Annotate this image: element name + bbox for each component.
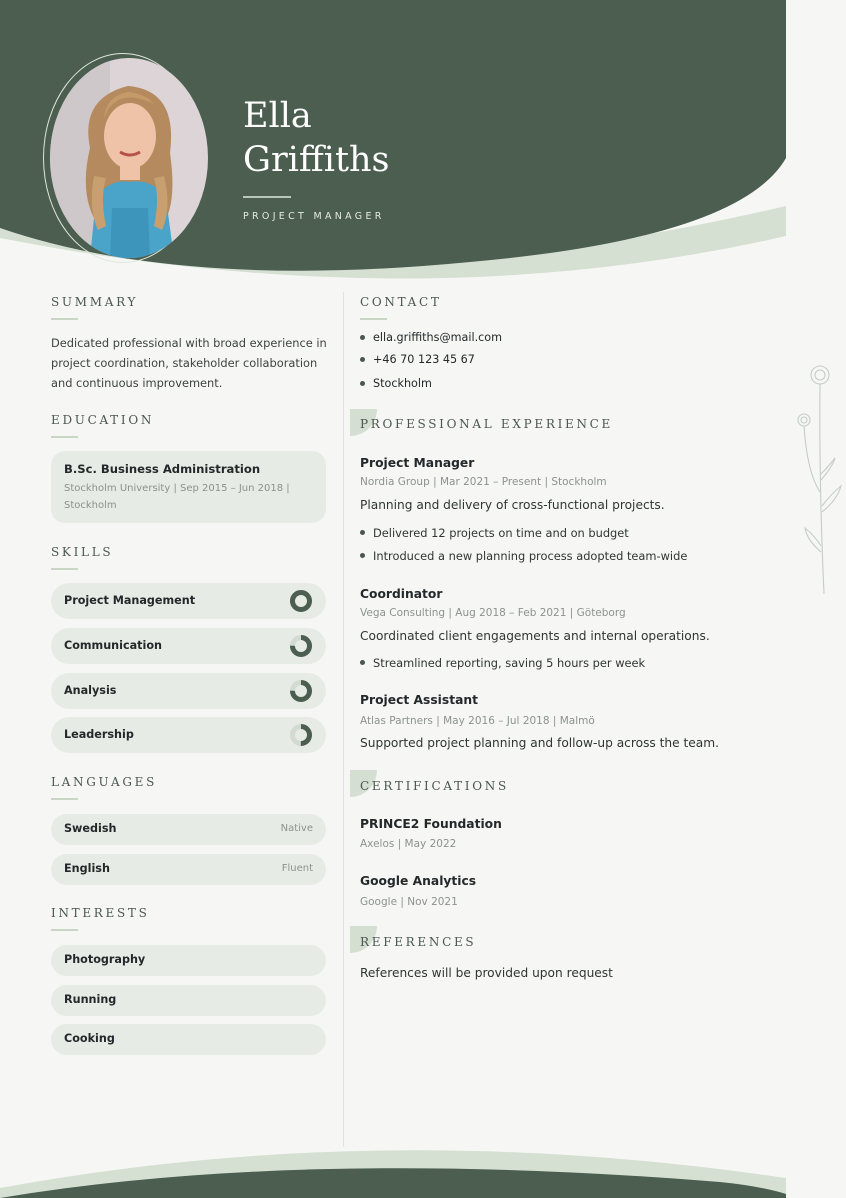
- interest-label: Cooking: [64, 1032, 115, 1045]
- interest-item: [51, 985, 326, 1016]
- interest-label: Running: [64, 993, 117, 1006]
- footer-background: [0, 1138, 786, 1198]
- first-name: Ella: [243, 96, 312, 136]
- languages-title: LANGUAGES: [51, 775, 157, 789]
- bullet-icon: [360, 530, 365, 535]
- job-description: Supported project planning and follow-up across the team.: [360, 736, 720, 750]
- interests-rule: [51, 929, 78, 931]
- language-item: [51, 814, 326, 845]
- job-achievement: [360, 656, 645, 670]
- language-item: [51, 854, 326, 885]
- job-role: PROJECT MANAGER: [243, 211, 385, 222]
- name-divider: [243, 196, 291, 198]
- skill-item: [51, 717, 326, 753]
- skill-item: [51, 673, 326, 709]
- experience-title: PROFESSIONAL EXPERIENCE: [360, 417, 614, 431]
- phone-text: +46 70 123 45 67: [373, 353, 475, 366]
- degree: B.Sc. Business Administration: [64, 462, 261, 476]
- summary-title: SUMMARY: [51, 295, 139, 309]
- bullet-icon: [360, 660, 365, 665]
- certification-meta: Google | Nov 2021: [360, 896, 458, 908]
- summary-text: Dedicated professional with broad experience in project coordination, stakeholder collaboration and continuous improvement.: [51, 336, 327, 390]
- achievement-text: Streamlined reporting, saving 5 hours per week: [373, 656, 646, 670]
- last-name: Griffiths: [243, 140, 390, 180]
- education-title: EDUCATION: [51, 413, 155, 427]
- skill-level-icon: [289, 589, 313, 613]
- job-meta: Vega Consulting | Aug 2018 – Feb 2021 | Göteborg: [360, 607, 626, 619]
- skill-label: Leadership: [64, 728, 134, 741]
- skill-label: Communication: [64, 639, 162, 652]
- skill-level-icon: [289, 723, 313, 747]
- language-label: English: [64, 862, 110, 875]
- skill-ring-fill: [293, 593, 310, 610]
- contact-city: [360, 377, 432, 390]
- certifications-title: CERTIFICATIONS: [360, 779, 509, 793]
- skills-rule: [51, 568, 78, 570]
- candidate-name: [243, 94, 390, 182]
- bullet-icon: [360, 381, 365, 386]
- bullet-icon: [360, 553, 365, 558]
- contact-title: CONTACT: [360, 295, 442, 309]
- city-text: Stockholm: [373, 377, 432, 390]
- interest-item: [51, 1024, 326, 1055]
- summary-rule: [51, 318, 78, 320]
- job-description: Coordinated client engagements and internal operations.: [360, 629, 710, 643]
- column-divider: [343, 292, 344, 1147]
- job-achievement: [360, 526, 629, 540]
- education-card: [51, 451, 326, 523]
- bullet-icon: [360, 357, 365, 362]
- language-label: Swedish: [64, 822, 117, 835]
- certification-name: PRINCE2 Foundation: [360, 817, 502, 831]
- skill-label: Analysis: [64, 684, 117, 697]
- contact-rule: [360, 318, 387, 320]
- certification-meta: Axelos | May 2022: [360, 838, 457, 850]
- skill-level-icon: [289, 679, 313, 703]
- interest-item: [51, 945, 326, 976]
- interest-label: Photography: [64, 953, 146, 966]
- job-title: Project Manager: [360, 456, 475, 470]
- achievement-text: Delivered 12 projects on time and on budget: [373, 526, 629, 540]
- language-level: Fluent: [281, 863, 313, 874]
- job-achievement: [360, 549, 687, 563]
- skill-item: [51, 583, 326, 619]
- job-title: Project Assistant: [360, 693, 479, 707]
- contact-email[interactable]: [360, 331, 502, 344]
- references-title: REFERENCES: [360, 935, 477, 949]
- education-meta: Stockholm University | Sep 2015 – Jun 2018 | Stockholm: [64, 483, 290, 511]
- job-meta: Atlas Partners | May 2016 – Jul 2018 | Malmö: [360, 715, 595, 727]
- job-meta: Nordia Group | Mar 2021 – Present | Stockholm: [360, 476, 607, 488]
- job-title: Coordinator: [360, 587, 443, 601]
- page-margin: [786, 0, 846, 1198]
- email-text: ella.griffiths@mail.com: [373, 331, 503, 344]
- skill-label: Project Management: [64, 594, 196, 607]
- achievement-text: Introduced a new planning process adopted team-wide: [373, 549, 688, 563]
- skill-item: [51, 628, 326, 664]
- certification-name: Google Analytics: [360, 874, 477, 888]
- bullet-icon: [360, 335, 365, 340]
- references-text: References will be provided upon request: [360, 966, 613, 980]
- flower-decoration-icon: [793, 362, 843, 598]
- education-rule: [51, 436, 78, 438]
- job-description: Planning and delivery of cross-functional projects.: [360, 498, 665, 512]
- skills-title: SKILLS: [51, 545, 114, 559]
- portrait-photo-icon: [50, 58, 208, 258]
- languages-rule: [51, 798, 78, 800]
- contact-phone[interactable]: [360, 353, 475, 366]
- skill-level-icon: [289, 634, 313, 658]
- language-level: Native: [280, 823, 313, 834]
- interests-title: INTERESTS: [51, 906, 150, 920]
